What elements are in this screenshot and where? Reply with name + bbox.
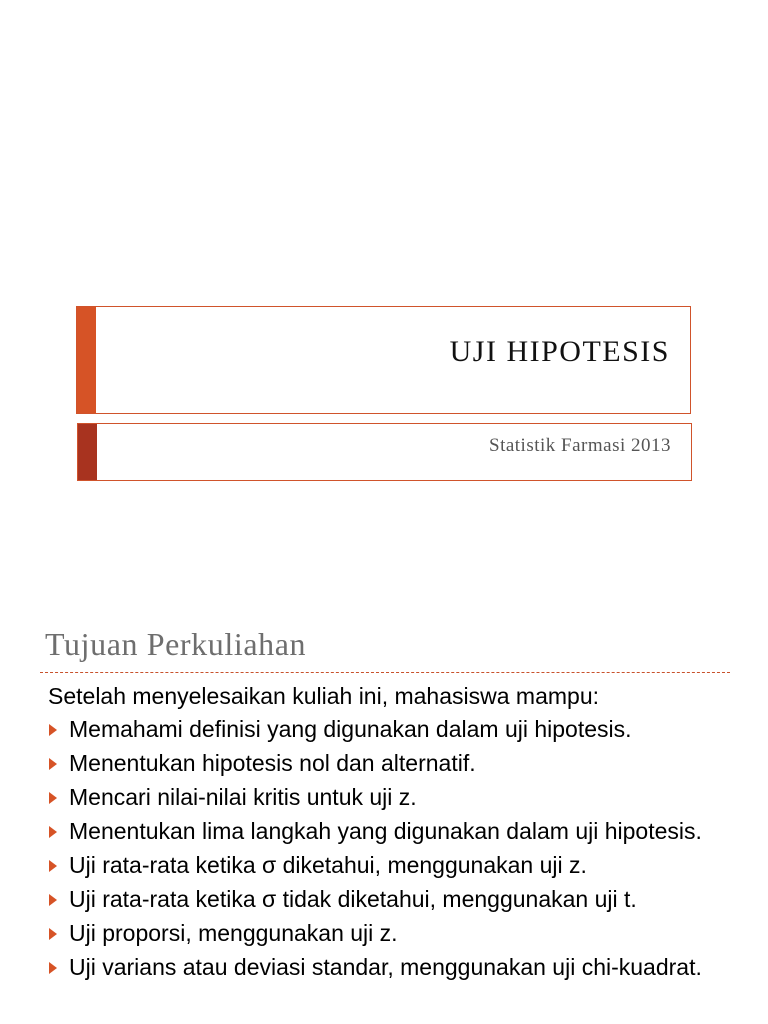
list-item [46, 750, 746, 777]
objectives-slide [0, 576, 768, 1024]
list-item [46, 784, 746, 811]
slide-subtitle: Statistik Farmasi 2013 [489, 435, 671, 456]
title-box [76, 306, 691, 414]
list-item [46, 920, 746, 947]
list-item [46, 886, 746, 913]
triangle-right-icon [49, 724, 57, 736]
list-item-text: Uji rata-rata ketika σ diketahui, menggunakan uji z. [69, 852, 587, 878]
triangle-right-icon [49, 792, 57, 804]
triangle-right-icon [49, 860, 57, 872]
objectives-intro: Setelah menyelesaikan kuliah ini, mahasiswa mampu: [48, 683, 600, 709]
triangle-right-icon [49, 894, 57, 906]
list-item-text: Uji varians atau deviasi standar, menggunakan uji chi-kuadrat. [69, 954, 702, 980]
title-divider [40, 672, 730, 673]
list-item-text: Mencari nilai-nilai kritis untuk uji z. [69, 784, 417, 810]
triangle-right-icon [49, 928, 57, 940]
list-item-text: Uji rata-rata ketika σ tidak diketahui, menggunakan uji t. [69, 886, 637, 912]
slide-title: UJI HIPOTESIS [449, 335, 670, 368]
list-item-text: Uji proporsi, menggunakan uji z. [69, 920, 398, 946]
list-item-text: Menentukan hipotesis nol dan alternatif. [69, 750, 476, 776]
list-item-text: Memahami definisi yang digunakan dalam uji hipotesis. [69, 716, 632, 742]
list-item-text: Menentukan lima langkah yang digunakan dalam uji hipotesis. [69, 818, 702, 844]
list-item [46, 716, 746, 743]
triangle-right-icon [49, 962, 57, 974]
subtitle-accent-bar [78, 424, 97, 480]
list-item [46, 852, 746, 879]
objectives-list [46, 716, 746, 988]
list-item [46, 954, 746, 981]
subtitle-box [77, 423, 692, 481]
list-item [46, 818, 746, 845]
triangle-right-icon [49, 826, 57, 838]
triangle-right-icon [49, 758, 57, 770]
title-accent-bar [77, 307, 96, 413]
objectives-title: Tujuan Perkuliahan [45, 626, 307, 662]
